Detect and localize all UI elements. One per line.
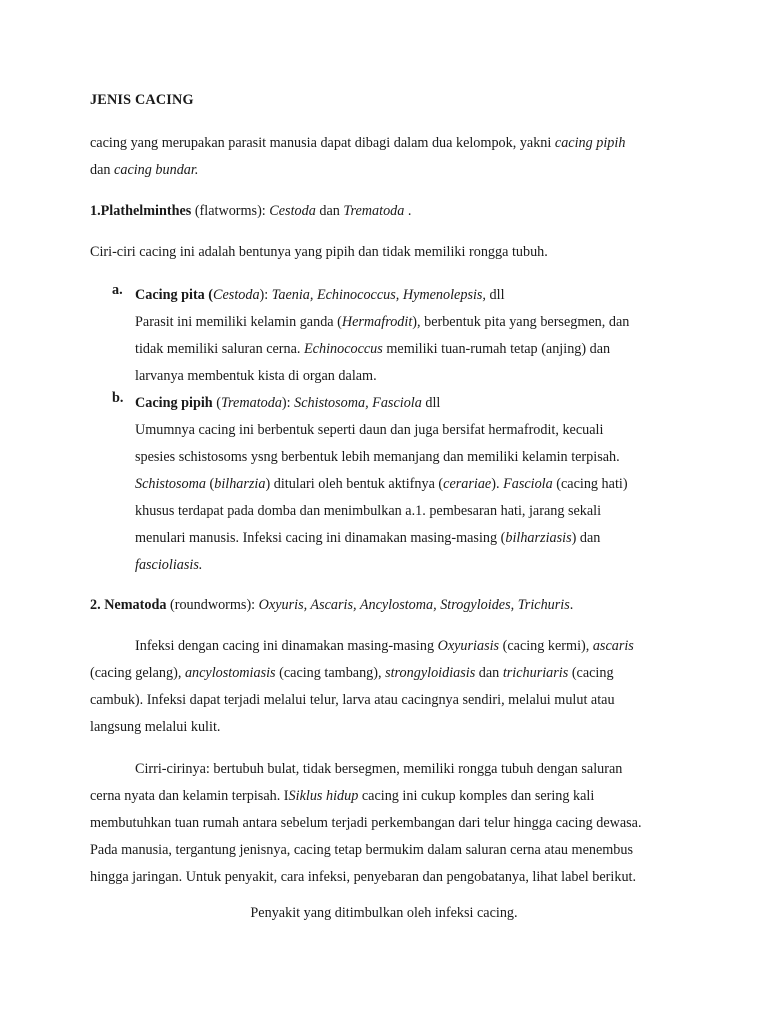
list-item-a: Cacing pita (Cestoda): Taenia, Echinococcus, Hymenolepsis, dll Parasit ini memiliki kelamin ganda (Hermafrodit), berbentuk pita yang bersegmen, dan tidak memiliki saluran cerna. Echinococcus memiliki tuan-rumah tetap (anjing) dan larvanya membentuk kista di organ dalam. <box>135 282 675 390</box>
intro-line-1: cacing yang merupakan parasit manusia dapat dibagi dalam dua kelompok, yakni cacing pipih <box>90 135 626 151</box>
list-marker-a: a. <box>112 282 123 298</box>
list-marker-b: b. <box>112 390 124 406</box>
item-a-heading: Cacing pita (Cestoda): Taenia, Echinococcus, Hymenolepsis, dll <box>135 287 505 303</box>
section-2-heading: 2. Nematoda (roundworms): Oxyuris, Ascaris, Ancylostoma, Strogyloides, Trichuris. <box>90 597 574 613</box>
section-1-description: Ciri-ciri cacing ini adalah bentunya yang pipih dan tidak memiliki rongga tubuh. <box>90 244 548 260</box>
intro-line-2: dan cacing bundar. <box>90 162 199 178</box>
document-title: JENIS CACING <box>90 92 194 108</box>
nematoda-paragraph-1: Infeksi dengan cacing ini dinamakan masing-masing Oxyuriasis (cacing kermi), ascaris (cacing gelang), ancylostomiasis (cacing tambang), strongyloidiasis dan trichuriaris (cacing cambuk). Infeksi dapat terjadi melalui telur, larva atau cacingnya sendiri, melalui mulut atau langsung melalui kulit. <box>90 638 634 735</box>
nematoda-paragraph-2: Cirri-cirinya: bertubuh bulat, tidak bersegmen, memiliki rongga tubuh dengan saluran cerna nyata dan kelamin terpisah. ISiklus hidup cacing ini cukup komples dan sering kali membutuhkan tuan rumah antara sebelum terjadi perkembangan dari telur hingga cacing dewasa. Pada manusia, tergantung jenisnya, cacing tetap bermukim dalam saluran cerna atau menembus hingga jaringan. Untuk penyakit, cara infeksi, penyebaran dan pengobatanya, lihat label berikut. <box>90 761 642 885</box>
list-item-b: Cacing pipih (Trematoda): Schistosoma, Fasciola dll Umumnya cacing ini berbentuk seperti daun dan juga bersifat hermafrodit, kecuali spesies schistosoms ysng berbentuk lebih memanjang dan memiliki kelamin terpisah. Schistosoma (bilharzia) ditulari oleh bentuk aktifnya (cerariae). Fasciola (cacing hati) khusus terdapat pada domba dan menimbulkan a.1. pembesaran hati, jarang sekali menulari manusis. Infeksi cacing ini dinamakan masing-masing (bilharziasis) dan fascioliasis. <box>135 390 675 579</box>
item-b-heading: Cacing pipih (Trematoda): Schistosoma, Fasciola dll <box>135 395 441 411</box>
table-caption: Penyakit yang ditimbulkan oleh infeksi cacing. <box>250 905 518 921</box>
section-1-heading: 1.Plathelminthes (flatworms): Cestoda dan Trematoda . <box>90 203 412 219</box>
intro-paragraph <box>90 130 690 184</box>
